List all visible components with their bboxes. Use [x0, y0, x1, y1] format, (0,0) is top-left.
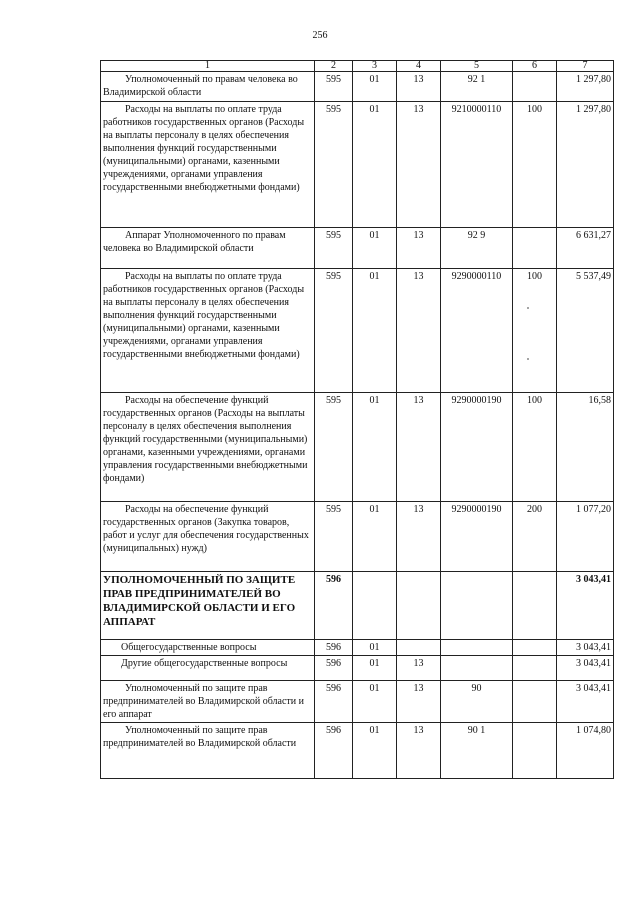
row-expense-type — [513, 681, 557, 723]
column-header-4: 4 — [397, 61, 441, 72]
column-header-5: 5 — [441, 61, 513, 72]
table-row — [101, 572, 614, 640]
table-row — [101, 640, 614, 656]
row-expense-type: 100 — [513, 102, 557, 228]
row-expense-type — [513, 572, 557, 640]
row-amount: 3 043,41 — [557, 572, 614, 640]
row-target-article: 92 9 — [441, 228, 513, 269]
row-amount: 16,58 — [557, 393, 614, 502]
row-expense-type — [513, 656, 557, 681]
row-ministry-code: 595 — [315, 269, 353, 393]
row-amount: 3 043,41 — [557, 681, 614, 723]
row-name: Уполномоченный по правам человека во Владимирской области — [103, 74, 298, 98]
column-header-7: 7 — [557, 61, 614, 72]
row-amount: 6 631,27 — [557, 228, 614, 269]
row-name: Уполномоченный по защите прав предпринимателей во Владимирской области — [103, 725, 297, 749]
row-section-code: 01 — [353, 228, 397, 269]
row-expense-type — [513, 640, 557, 656]
row-subsection-code: 13 — [397, 228, 441, 269]
row-subsection-code: 13 — [397, 102, 441, 228]
row-section-code: 01 — [353, 656, 397, 681]
row-target-article: 9210000110 — [441, 102, 513, 228]
row-section-code: 01 — [353, 681, 397, 723]
row-amount: 1 074,80 — [557, 723, 614, 779]
row-subsection-code: 13 — [397, 681, 441, 723]
column-header-2: 2 — [315, 61, 353, 72]
row-section-code: 01 — [353, 102, 397, 228]
row-amount: 1 297,80 — [557, 72, 614, 102]
row-section-code — [353, 572, 397, 640]
row-target-article: 92 1 — [441, 72, 513, 102]
column-header-6: 6 — [513, 61, 557, 72]
row-amount: 1 077,20 — [557, 502, 614, 572]
page-number: 256 — [312, 30, 328, 41]
table-row — [101, 723, 614, 779]
table-row — [101, 393, 614, 502]
row-amount: 1 297,80 — [557, 102, 614, 228]
row-ministry-code: 595 — [315, 72, 353, 102]
row-subsection-code: 13 — [397, 393, 441, 502]
row-target-article: 90 1 — [441, 723, 513, 779]
row-section-code: 01 — [353, 723, 397, 779]
table-row — [101, 502, 614, 572]
row-name: Расходы на обеспечение функций государственных органов (Закупка товаров, работ и услуг для обеспечения государственных (муниципальных) нужд) — [103, 504, 309, 554]
row-name: Аппарат Уполномоченного по правам человека во Владимирской области — [103, 230, 286, 254]
row-target-article: 9290000110 — [441, 269, 513, 393]
row-ministry-code: 595 — [315, 102, 353, 228]
row-section-code: 01 — [353, 269, 397, 393]
row-subsection-code — [397, 640, 441, 656]
row-expense-type — [513, 72, 557, 102]
row-subsection-code: 13 — [397, 269, 441, 393]
row-subsection-code — [397, 572, 441, 640]
table-row — [101, 269, 614, 393]
row-section-code: 01 — [353, 393, 397, 502]
budget-table — [100, 60, 614, 779]
table-row — [101, 228, 614, 269]
row-ministry-code: 596 — [315, 640, 353, 656]
row-section-code: 01 — [353, 72, 397, 102]
row-expense-type — [513, 228, 557, 269]
column-header-1: 1 — [101, 61, 315, 72]
row-target-article — [441, 656, 513, 681]
row-ministry-code: 596 — [315, 656, 353, 681]
row-target-article: 90 — [441, 681, 513, 723]
row-name: Уполномоченный по защите прав предпринимателей во Владимирской области и его аппарат — [103, 683, 304, 720]
row-subsection-code: 13 — [397, 72, 441, 102]
row-expense-type: 200 — [513, 502, 557, 572]
row-section-code: 01 — [353, 502, 397, 572]
row-name: Расходы на обеспечение функций государственных органов (Расходы на выплаты персоналу в целях обеспечения выполнения функций государственными (муниципальными) органами, казенными учреждениями, органами управления государственными внебюджетными фондами) — [103, 395, 308, 484]
table-row — [101, 681, 614, 723]
row-target-article: 9290000190 — [441, 502, 513, 572]
row-target-article — [441, 572, 513, 640]
row-ministry-code: 596 — [315, 572, 353, 640]
column-number-row — [101, 61, 614, 72]
row-name: Другие общегосударственные вопросы — [121, 658, 288, 669]
row-expense-type: 100 — [513, 393, 557, 502]
table-row — [101, 656, 614, 681]
row-expense-type: 100 — [513, 269, 557, 393]
row-name: Расходы на выплаты по оплате труда работников государственных органов (Расходы на выплаты персоналу в целях обеспечения выполнения функций государственными (муниципальными) органами, казенными учреждениями, органами управления государственными внебюджетными фондами) — [103, 104, 305, 193]
row-amount: 3 043,41 — [557, 656, 614, 681]
row-target-article — [441, 640, 513, 656]
row-subsection-code: 13 — [397, 723, 441, 779]
row-ministry-code: 595 — [315, 502, 353, 572]
row-ministry-code: 596 — [315, 723, 353, 779]
row-section-code: 01 — [353, 640, 397, 656]
table-row — [101, 102, 614, 228]
row-amount: 3 043,41 — [557, 640, 614, 656]
row-subsection-code: 13 — [397, 656, 441, 681]
scan-dot — [527, 358, 529, 360]
row-name: Общегосударственные вопросы — [121, 642, 257, 653]
row-expense-type — [513, 723, 557, 779]
row-name: Расходы на выплаты по оплате труда работников государственных органов (Расходы на выплаты персоналу в целях обеспечения выполнения функций государственными (муниципальными) органами, казенными учреждениями, органами управления государственными внебюджетными фондами) — [103, 271, 305, 360]
column-header-3: 3 — [353, 61, 397, 72]
row-name: УПОЛНОМОЧЕННЫЙ ПО ЗАЩИТЕ ПРАВ ПРЕДПРИНИМАТЕЛЕЙ ВО ВЛАДИМИРСКОЙ ОБЛАСТИ И ЕГО АППАРАТ — [103, 574, 296, 628]
scan-dot — [527, 307, 529, 309]
row-ministry-code: 596 — [315, 681, 353, 723]
row-ministry-code: 595 — [315, 228, 353, 269]
table-row — [101, 72, 614, 102]
row-target-article: 9290000190 — [441, 393, 513, 502]
row-amount: 5 537,49 — [557, 269, 614, 393]
row-ministry-code: 595 — [315, 393, 353, 502]
row-subsection-code: 13 — [397, 502, 441, 572]
